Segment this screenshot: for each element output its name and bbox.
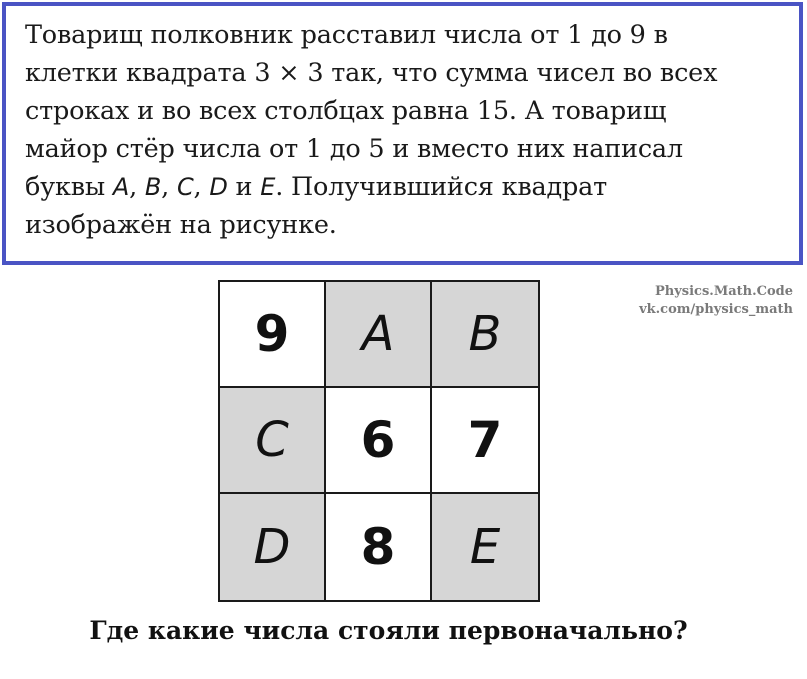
problem-line-1: Товарищ полковник расставил числа от 1 до 9 в [25, 20, 668, 50]
watermark-title: Physics.Math.Code [655, 284, 793, 299]
question-text: Где какие числа стояли первоначально? [89, 616, 688, 645]
problem-line-4: майор стёр числа от 1 до 5 и вместо них написал [25, 134, 683, 164]
problem-line-5-end: . Получившийся квадрат [275, 172, 608, 202]
grid-cell-r2c3: 7 [432, 388, 538, 494]
grid-cell-r1c1: 9 [220, 282, 326, 388]
grid-cell-r3c3: E [432, 494, 538, 600]
problem-line-5-start: буквы [25, 172, 113, 202]
grid-cell-r1c3: B [432, 282, 538, 388]
letter-e: E [260, 173, 276, 201]
magic-square-grid [218, 280, 540, 602]
grid-cell-r3c1: D [220, 494, 326, 600]
grid-cell-r2c1: C [220, 388, 326, 494]
problem-line-3: строках и во всех столбцах равна 15. А товарищ [25, 96, 667, 126]
separator: , [193, 172, 210, 202]
separator: , [161, 172, 177, 202]
letter-c: C [176, 173, 194, 201]
grid-cell-r2c2: 6 [326, 388, 432, 494]
grid-cell-r1c2: A [326, 282, 432, 388]
letter-d: D [209, 173, 228, 201]
letter-a: A [112, 173, 130, 201]
grid-cell-r3c2: 8 [326, 494, 432, 600]
watermark-link: vk.com/physics_math [639, 302, 793, 317]
problem-line-6: изображён на рисунке. [25, 210, 337, 240]
watermark [639, 283, 793, 319]
problem-box [2, 2, 803, 265]
problem-statement [25, 16, 785, 244]
problem-line-2: клетки квадрата 3 × 3 так, что сумма чисел во всех [25, 58, 718, 88]
conjunction: и [227, 172, 261, 202]
separator: , [129, 172, 145, 202]
letter-b: B [144, 173, 162, 201]
